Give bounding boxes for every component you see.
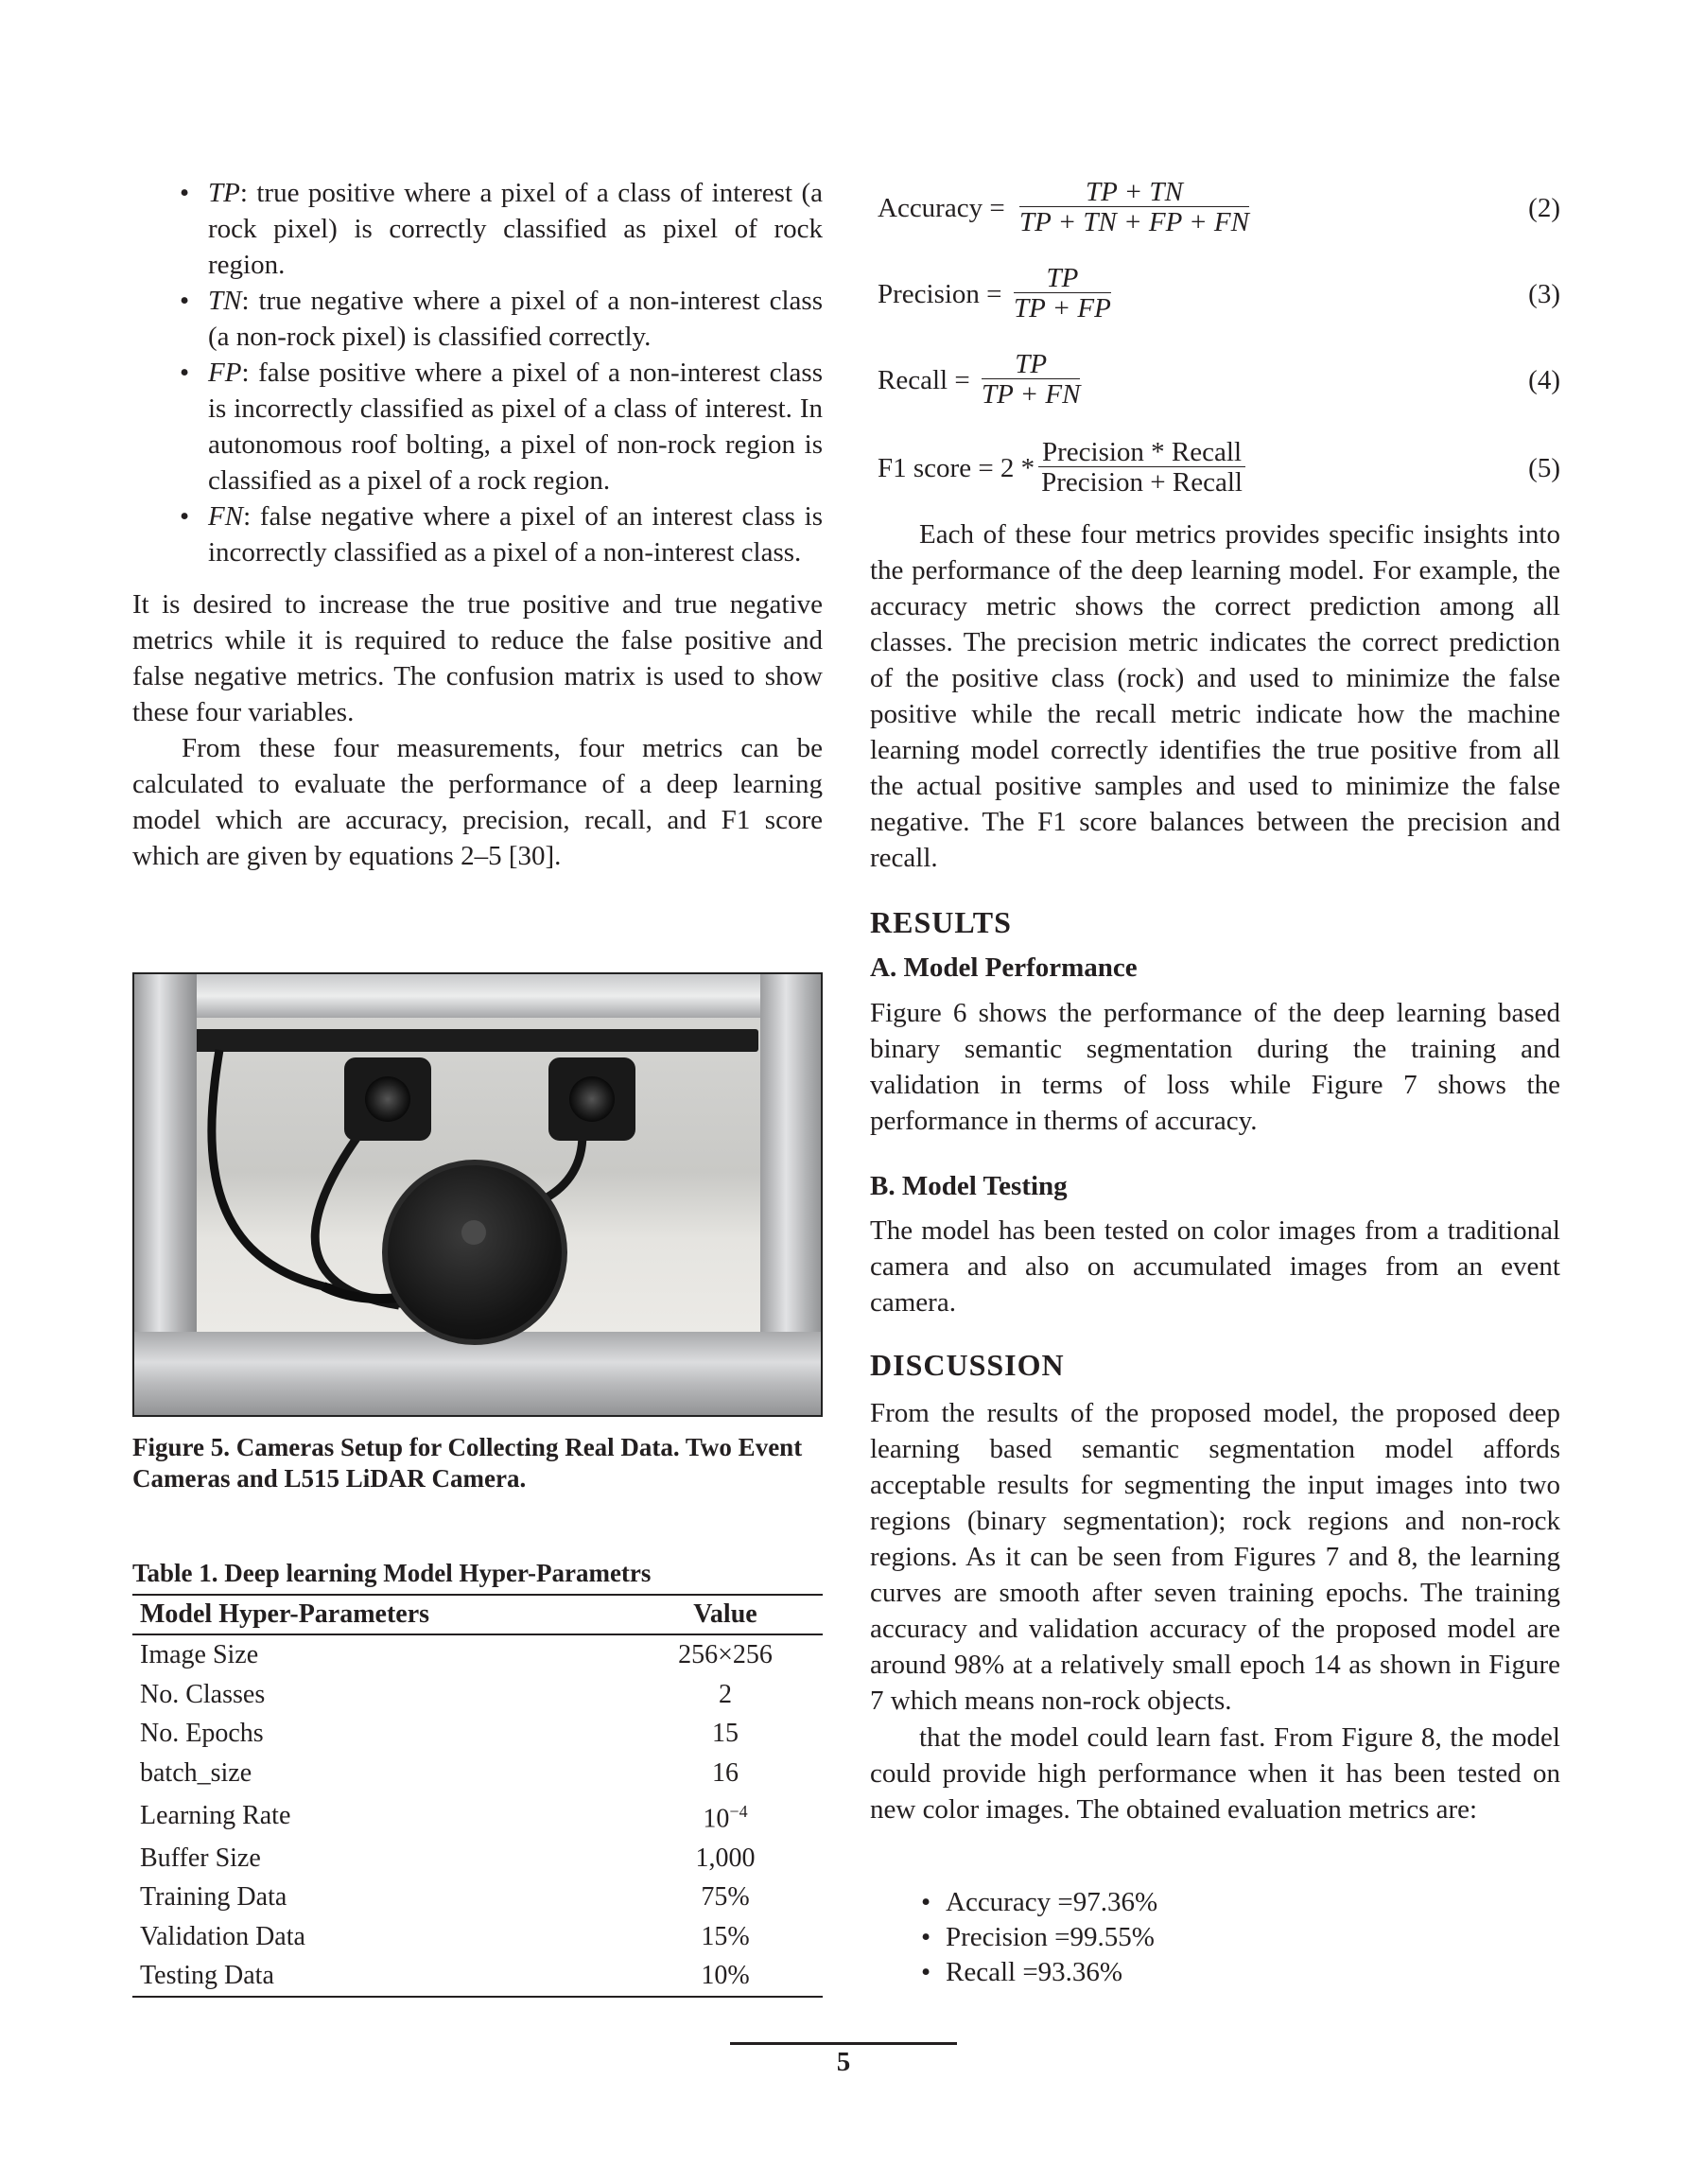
term-label: TP — [208, 178, 240, 208]
table-cell: 1,000 — [695, 1843, 756, 1873]
table-row — [132, 1878, 823, 1917]
equation-fraction — [1038, 438, 1245, 498]
list-item: • Accuracy =97.36% — [946, 1885, 1636, 1920]
table-header: Model Hyper-Parameters — [132, 1595, 628, 1634]
event-camera-right — [548, 1057, 635, 1141]
body-paragraph: It is desired to increase the true positive and true negative metrics while it is required to reduce the false positive and false negative metrics. The confusion matrix is used to show these four variables. — [132, 589, 823, 727]
equation-recall — [870, 350, 1560, 416]
lidar-camera — [382, 1160, 567, 1345]
hyperparameter-table — [132, 1594, 823, 1998]
table-row — [132, 1839, 823, 1878]
list-item — [208, 355, 823, 498]
table-cell: 10% — [628, 1956, 823, 1997]
subsection-heading: B. Model Testing — [870, 1171, 1068, 1201]
list-item — [208, 498, 823, 570]
body-paragraph: Figure 6 shows the performance of the deep learning based binary semantic segmentation during the training and validation in terms of loss while Figure 7 shows the performance in therms of accuracy. — [870, 998, 1560, 1136]
equation-lhs: F1 score = 2 * — [878, 453, 1035, 483]
equation-fraction — [982, 350, 1080, 410]
list-item — [208, 283, 823, 355]
table-cell: 15% — [701, 1921, 750, 1951]
table-cell: 16 — [712, 1757, 739, 1788]
equation-number: (4) — [1528, 365, 1560, 395]
equation-number: (2) — [1528, 193, 1560, 223]
table-row — [132, 1956, 823, 1997]
fraction-denominator: TP + FP — [1014, 293, 1111, 323]
table-cell: 75% — [701, 1882, 750, 1913]
metrics-list — [870, 1885, 1636, 1990]
term-label: TN — [208, 286, 242, 316]
fraction-numerator: TP — [1014, 264, 1111, 293]
fraction-numerator: TP + TN — [1019, 178, 1249, 207]
section-heading: DISCUSSION — [870, 1348, 1065, 1382]
fraction-denominator: TP + TN + FP + FN — [1019, 207, 1249, 237]
equation-number: (3) — [1528, 279, 1560, 309]
table-row — [132, 1634, 823, 1675]
equation-lhs: Recall = — [878, 365, 970, 395]
term-definition: : true positive where a pixel of a class of interest (a rock pixel) is correctly classified as pixel of rock region. — [208, 178, 823, 280]
body-paragraph: From these four measurements, four metrics can be calculated to evaluate the performance of a deep learning model which are accuracy, precision, recall, and F1 score which are given by equations 2–5 [30]. — [132, 733, 823, 871]
list-item: • Precision =99.55% — [946, 1920, 1636, 1955]
table-cell: 2 — [719, 1679, 732, 1709]
body-paragraph: Each of these four metrics provides specific insights into the performance of the deep learning model. For example, the accuracy metric shows the correct prediction among all classes. The precision metric indicates the correct prediction of the positive class (rock) and used to minimize the false positive while the recall metric indicate how the machine learning model correctly identifies the true positive from all the actual positive samples and used to minimize the false negative. The F1 score balances between the precision and recall. — [870, 519, 1560, 873]
page-number: 5 — [836, 2047, 851, 2077]
learning-rate-exponent: −4 — [729, 1802, 748, 1821]
table-cell: 256×256 — [678, 1640, 773, 1669]
table-cell: Buffer Size — [140, 1843, 261, 1873]
table-row — [132, 1792, 823, 1839]
table-cell: Image Size — [140, 1640, 259, 1669]
table-cell: No. Classes — [140, 1679, 266, 1709]
body-paragraph: From the results of the proposed model, the proposed deep learning based semantic segmentation model affords acceptable results for segmenting the input images into two regions (binary segmentation); rock regions and non-rock regions. As it can be seen from Figures 7 and 8, the learning curves are smooth after seven training epochs. The training accuracy and validation accuracy of the proposed model are around 98% at a relatively small epoch 14 as shown in Figure 7 which means non-rock objects. — [870, 1398, 1560, 1716]
section-heading: RESULTS — [870, 905, 1012, 939]
camera-setup-photo — [132, 972, 823, 1417]
table-cell: 15 — [712, 1719, 739, 1748]
equation-precision — [870, 264, 1560, 330]
fraction-numerator: Precision * Recall — [1038, 438, 1245, 467]
body-paragraph: The model has been tested on color images from a traditional camera and also on accumulated images from an event camera. — [870, 1215, 1560, 1318]
subsection-heading: A. Model Performance — [870, 952, 1138, 983]
table-header: Value — [628, 1595, 823, 1634]
table-cell: Learning Rate — [140, 1800, 291, 1830]
equation-f1 — [870, 438, 1560, 504]
table-cell — [628, 1792, 823, 1839]
term-definition: : false negative where a pixel of an interest class is incorrectly classified as a pixel of a non-interest class. — [208, 501, 823, 568]
fraction-denominator: Precision + Recall — [1041, 467, 1243, 498]
table-row — [132, 1714, 823, 1754]
list-item — [208, 175, 823, 283]
body-paragraph: that the model could learn fast. From Figure 8, the model could provide high performance when it has been tested on new color images. The obtained evaluation metrics are: — [870, 1722, 1560, 1825]
learning-rate-base: 10 — [703, 1804, 730, 1834]
list-item: • Recall =93.36% — [946, 1955, 1636, 1990]
event-camera-left — [344, 1057, 431, 1141]
equation-fraction — [1014, 264, 1111, 323]
table-row — [132, 1675, 823, 1715]
table-cell: batch_size — [140, 1757, 252, 1788]
figure-caption: Figure 5. Cameras Setup for Collecting Real Data. Two Event Cameras and L515 LiDAR Camera. — [132, 1433, 803, 1493]
equation-lhs: Precision = — [878, 279, 1002, 309]
table-caption: Table 1. Deep learning Model Hyper-Parametrs — [132, 1559, 652, 1587]
equation-accuracy — [870, 178, 1560, 244]
equation-fraction — [1019, 178, 1249, 237]
term-definition: : false positive where a pixel of a non-interest class is incorrectly classified as pixel of a class of interest. In autonomous roof bolting, a pixel of non-rock region is classified as a pixel of a rock region. — [208, 358, 823, 496]
table-row — [132, 1754, 823, 1793]
fraction-numerator: TP — [982, 350, 1080, 379]
table-cell: Testing Data — [132, 1956, 628, 1997]
equation-lhs: Accuracy = — [878, 193, 1005, 223]
term-label: FN — [208, 501, 244, 532]
footer-rule — [730, 2042, 957, 2045]
term-label: FP — [208, 358, 242, 388]
term-definition: : true negative where a pixel of a non-interest class (a non-rock pixel) is classified correctly. — [208, 286, 823, 352]
table-row — [132, 1917, 823, 1957]
fraction-denominator: TP + FN — [982, 379, 1081, 410]
table-cell: Validation Data — [140, 1921, 305, 1951]
confusion-definitions-list — [132, 175, 823, 570]
equation-number: (5) — [1528, 453, 1560, 483]
table-cell: Training Data — [140, 1882, 287, 1913]
table-cell: No. Epochs — [140, 1719, 264, 1748]
